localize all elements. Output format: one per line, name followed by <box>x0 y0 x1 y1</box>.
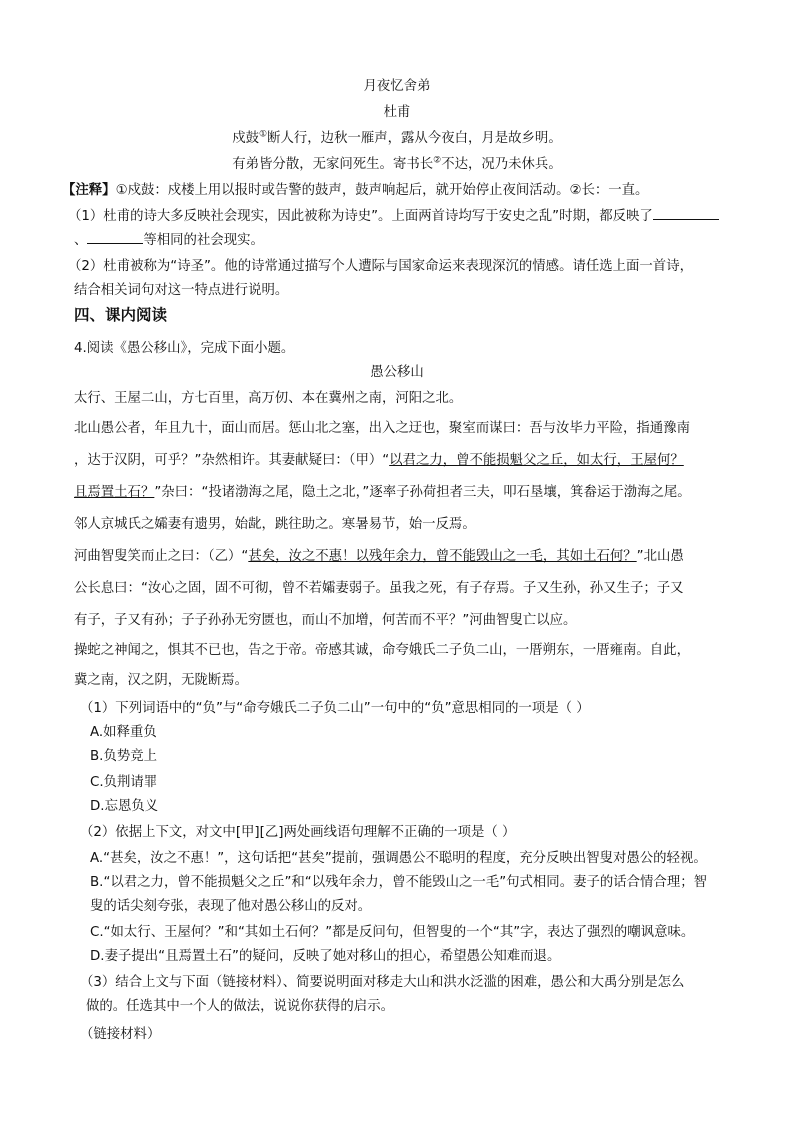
question-2-line-2: 结合相关词句对这一特点进行说明。 <box>74 283 289 298</box>
passage-paragraph-1: 太行、王屋二山，方七百里，高万仞、本在冀州之南，河阳之北。 <box>74 391 463 406</box>
passage-title: 愚公移山 <box>370 365 424 380</box>
subquestion-3-line-1: （3）结合上文与下面（链接材料）、简要说明面对移走大山和洪水泛滥的困难，愚公和大禹分别是怎么 <box>80 975 685 990</box>
subquestion-1-option-a[interactable]: A.如释重负 <box>90 725 157 740</box>
underlined-sentence-jia: 以君之力，曾不能损魁父之丘，如太行，王屋何？ <box>389 453 684 468</box>
passage-p3-line-1: 河曲智叟笑而止之曰：（乙）“甚矣，汝之不惠！以残年余力，曾不能毁山之一毛，其如土石何？”北山愚 <box>74 549 684 564</box>
subquestion-1-option-b[interactable]: B.负势竞上 <box>90 749 158 764</box>
passage-p2-line-2: ，达于汉阴，可乎？”杂然相许。其妻献疑曰：（甲）“以君之力，曾不能损魁父之丘，如太行，王屋何？ <box>74 453 684 468</box>
subquestion-2-option-b[interactable]: B.“以君之力，曾不能损魁父之丘”和“以残年余力，曾不能毁山之一毛”句式相同。妻子的话合情合理；智 <box>90 875 707 890</box>
subquestion-2-option-d[interactable]: D.妻子提出“且焉置土石”的疑问，反映了她对移山的担心，希望愚公知难而退。 <box>90 949 561 964</box>
annotation-text: ①戍鼓：戍楼上用以报时或告警的鼓声，鼓声响起后，就开始停止夜间活动。②长：一直。 <box>115 183 649 198</box>
subquestion-2-option-a[interactable]: A.“甚矣，汝之不惠！”，这句话把“甚矣”提前，强调愚公不聪明的程度，充分反映出智叟对愚公的轻视。 <box>90 851 707 866</box>
subquestion-1-stem: （1）下列词语中的“负”与“命夸娥氏二子负二山”一句中的“负”意思相同的一项是（ ） <box>80 701 590 716</box>
passage-p4-line-1: 操蛇之神闻之，惧其不已也，告之于帝。帝感其诚，命夸娥氏二子负二山，一厝朔东，一厝雍南。自此， <box>74 643 690 658</box>
passage-p2-line-3: 且焉置土石？”杂曰：“投诸渤海之尾，隐土之北，”逐率子孙荷担者三夫，叩石垦壤，箕畚运于渤海之尾。 <box>74 485 691 500</box>
poem-line-1: 戍鼓①断人行，边秋一雁声，露从今夜白，月是故乡明。 <box>232 129 562 146</box>
passage-p3-line-2: 公长息曰：“汝心之固，固不可彻，曾不若孀妻弱子。虽我之死，有子存焉。子又生孙，孙又生子；子又 <box>74 581 684 596</box>
answer-blank-1[interactable] <box>653 207 719 220</box>
answer-blank-2[interactable] <box>87 231 143 244</box>
poem-line-2: 有弟皆分散，无家问死生。寄书长②不达，况乃未休兵。 <box>232 155 562 172</box>
passage-p4-line-2: 冀之南，汉之阴，无陇断焉。 <box>74 673 249 688</box>
annotation-label: 【注释】 <box>62 183 116 198</box>
poem-author: 杜甫 <box>383 105 411 120</box>
footnote-mark-1: ① <box>259 129 268 140</box>
passage-p3-line-3: 有子，子又有孙；子子孙孙无穷匮也，而山不加增，何苦而不平？”河曲智叟亡以应。 <box>74 613 577 628</box>
subquestion-2-stem: （2）依据上下文，对文中[甲][乙]两处画线语句理解不正确的一项是（ ） <box>80 825 516 840</box>
question-2-line-1: （2）杜甫被称为“诗圣”。他的诗常通过描写个人遭际与国家命运来表现深沉的情感。请任选上面一首诗， <box>68 259 693 274</box>
underlined-sentence-yi: 甚矣，汝之不惠！以残年余力，曾不能毁山之一毛，其如土石何？ <box>248 549 637 564</box>
question-1-line-1: （1）杜甫的诗大多反映社会现实，因此被称为诗史”。上面两首诗均写于安史之乱”时期，都反映了 <box>0 206 794 228</box>
subquestion-3-line-2: 做的。任选其中一个人的做法，说说你获得的启示。 <box>86 999 394 1014</box>
annotation <box>0 180 794 202</box>
subquestion-1-option-d[interactable]: D.忘恩负义 <box>90 799 159 814</box>
question-1-line-2: 、 等相同的社会现实。 <box>74 233 264 248</box>
passage-p2-line-4: 邻人京城氏之孀妻有遗男，始龀，跳往助之。寒暑易节，始一反焉。 <box>74 517 476 532</box>
question-4-intro: 4.阅读《愚公移山》，完成下面小题。 <box>74 341 295 356</box>
passage-p2-line-1: 北山愚公者，年且九十，面山而居。惩山北之塞，出入之迂也，聚室而谋曰：吾与汝毕力平险，指通豫南 <box>74 421 690 436</box>
section-heading: 四、课内阅读 <box>74 306 168 324</box>
poem-title: 月夜忆舍弟 <box>363 79 431 94</box>
footnote-mark-2: ② <box>433 155 442 166</box>
subquestion-2-option-c[interactable]: C.“如太行、王屋何？”和“其如土石何？”都是反问句，但智叟的一个“其”字，表达了强烈的嘲讽意味。 <box>90 925 695 940</box>
subquestion-1-option-c[interactable]: C.负荆请罪 <box>90 775 158 790</box>
subquestion-2-option-b-cont: 叟的话尖刻夸张，表现了他对愚公移山的反对。 <box>90 899 372 914</box>
underlined-sentence-jia-end: 且焉置土石？ <box>74 485 155 500</box>
linked-material-label: （链接材料） <box>80 1027 161 1042</box>
